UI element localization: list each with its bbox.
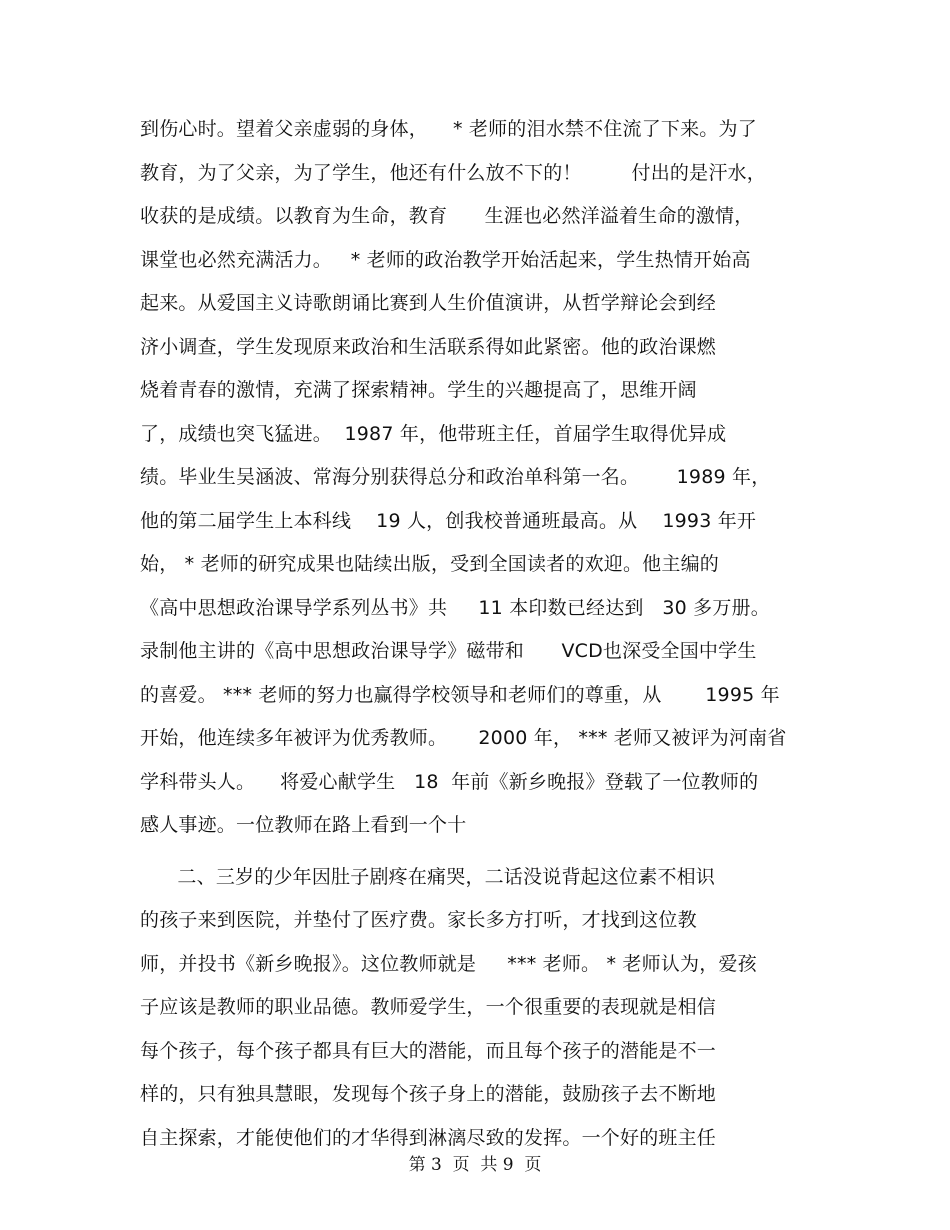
- text-line: 自主探索，才能使他们的才华得到淋漓尽致的发挥。一个好的班主任: [140, 1126, 717, 1149]
- text-line: 子应该是教师的职业品德。教师爱学生，一个很重要的表现就是相信: [140, 996, 717, 1018]
- text-line: 的喜爱。 *** 老师的努力也赢得学校领导和老师们的尊重，从 1995 年: [140, 683, 780, 706]
- page-footer: 第 3 页 共 9 页: [408, 1155, 542, 1175]
- text-line: 他的第二届学生上本科线 19 人，创我校普通班最高。从 1993 年开: [140, 509, 757, 532]
- paragraph-1: [140, 108, 810, 848]
- text-line: 样的，只有独具慧眼，发现每个孩子身上的潜能，鼓励孩子去不断地: [140, 1083, 717, 1105]
- text-line: 收获的是成绩。以教育为生命，教育 生涯也必然洋溢着生命的激情，: [140, 205, 754, 227]
- text-line: 师，并投书《新乡晚报》。这位教师就是 *** 老师。 * 老师认为，爱孩: [140, 952, 757, 975]
- text-line: 始， * 老师的研究成果也陆续出版，受到全国读者的欢迎。他主编的: [140, 553, 719, 575]
- text-line: 烧着青春的激情，充满了探索精神。学生的兴趣提高了，思维开阔: [140, 379, 697, 401]
- text-line: 每个孩子，每个孩子都具有巨大的潜能，而且每个孩子的潜能是不一: [140, 1039, 717, 1062]
- paragraph-2: [140, 856, 810, 1161]
- text-line: 济小调查，学生发现原来政治和生活联系得如此紧密。他的政治课燃: [140, 335, 717, 358]
- text-line: 了，成绩也突飞猛进。 1987 年，他带班主任，首届学生取得优异成: [140, 422, 727, 445]
- text-line: 录制他主讲的《高中思想政治课导学》磁带和 VCD也深受全国中学生: [140, 640, 757, 662]
- text-line: 开始，他连续多年被评为优秀教师。 2000 年， *** 老师又被评为河南省: [140, 727, 787, 749]
- text-line: 到伤心时。望着父亲虚弱的身体， * 老师的泪水禁不住流了下来。为了: [140, 118, 757, 140]
- text-line: 课堂也必然充满活力。 * 老师的政治教学开始活起来，学生热情开始高: [140, 248, 751, 271]
- text-line: 绩。毕业生吴涵波、常海分别获得总分和政治单科第一名。 1989 年，: [140, 466, 771, 488]
- text-line: 二、三岁的少年因肚子剧疼在痛哭，二话没说背起这位素不相识: [140, 865, 716, 888]
- body-text: [140, 108, 810, 1160]
- text-line: 《高中思想政治课导学系列丛书》共 11 本印数已经达到 30 多万册。: [140, 596, 770, 619]
- text-line: 学科带头人。 将爱心献学生 18 年前《新乡晚报》登载了一位教师的: [140, 770, 759, 793]
- text-line: 的孩子来到医院，并垫付了医疗费。家长多方打听，才找到这位教: [140, 909, 697, 931]
- text-line: 起来。从爱国主义诗歌朗诵比赛到人生价值演讲，从哲学辩论会到经: [140, 292, 717, 314]
- text-line: 感人事迹。一位教师在路上看到一个十: [140, 814, 467, 836]
- paragraph-gap: [140, 848, 810, 856]
- text-line: 教育，为了父亲，为了学生，他还有什么放不下的！ 付出的是汗水，: [140, 161, 766, 184]
